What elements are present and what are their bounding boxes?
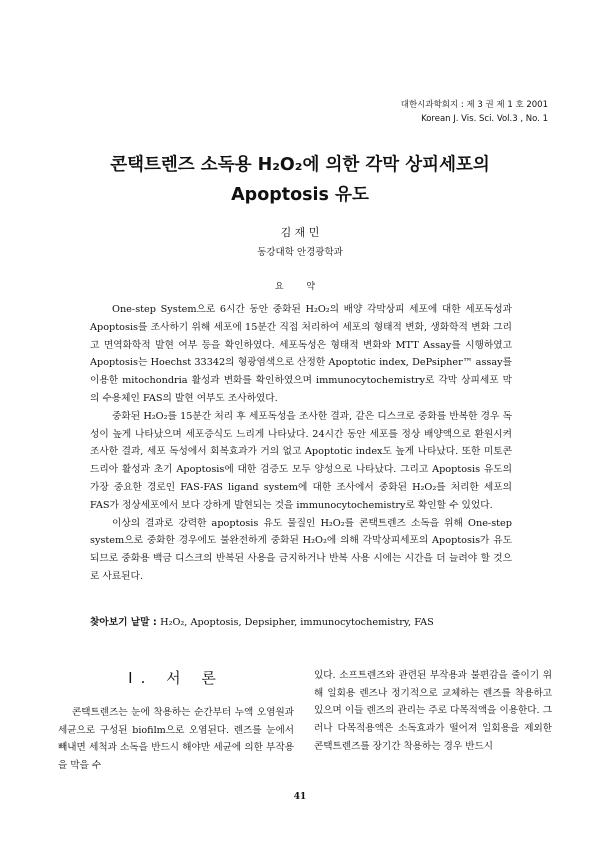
author-name: 김 재 민 (280, 226, 320, 239)
keywords-text: H₂O₂, Apoptosis, Depsipher, immunocytochemistry, FAS (160, 617, 434, 628)
left-column (58, 667, 294, 775)
journal-header (401, 98, 548, 126)
abstract-paragraph: 이상의 결과로 강력한 apoptosis 유도 물질인 H₂O₂를 콘택트렌즈 소독을 위해 One-step system으로 중화한 경우에도 불완전하게 중화된 H₂O₂에 의해 각막상피세포의 Apoptosis가 유도되므로 중화용 백금 디스크의 반복된 사용을 금지하거나 반복 사용 시에는 시간을 더 늘려야 할 것으로 사료된다. (90, 517, 512, 582)
paper-title (0, 150, 600, 210)
title-line-2: Apoptosis 유도 (231, 185, 369, 205)
abstract-paragraph: 중화된 H₂O₂를 15분간 처리 후 세포독성을 조사한 결과, 같은 디스크로 중화를 반복한 경우 독성이 높게 나타났으며 세포증식도 느리게 나타났다. 24시간 동안 세포를 정상 배양액으로 환원시켜 조사한 결과, 세포 독성에서 회복효과가 거의 없고 Apoptotic index도 높게 나타났다. 또한 미토콘드리아 활성과 초기 Apoptosis에 대한 검증도 모두 양성으로 나타났다. 그리고 Apoptosis 유도의 가장 중요한 경로인 FAS-FAS ligand system에 대한 조사에서 중화된 H₂O₂를 처리한 세포의 FAS가 정상세포에서 보다 강하게 발현되는 것을 immunocytochemistry로 확인할 수 있었다. (90, 410, 512, 511)
intro-text-right: 있다. 소프트렌즈와 관련된 부작용과 불편감을 줄이기 위해 일회용 렌즈나 정기적으로 교체하는 렌즈를 착용하고 있으며 이들 렌즈의 관리는 주로 다목적액을 이용한다. 그러나 다목적용액은 소독효과가 떨어져 일회용을 제외한 콘택트렌즈를 장기간 착용하는 경우 반드시 (314, 670, 552, 752)
abstract-body (90, 301, 512, 586)
title-line-1: 콘택트렌즈 소독용 H₂O₂에 의한 각막 상피세포의 (110, 155, 490, 175)
keywords (90, 614, 520, 628)
abstract-heading: 요 약 (274, 282, 326, 292)
author-affiliation: 동강대학 안경광학과 (257, 247, 343, 258)
intro-text-left: 콘택트렌즈는 눈에 착용하는 순간부터 누액 오염원과 세균으로 구성된 biofilm으로 오염된다. 렌즈를 눈에서 빼내면 세척과 소독을 반드시 해야만 세균에 의한 부작용을 막을 수 (58, 707, 294, 772)
page-number: 41 (293, 792, 307, 802)
abstract-paragraph: One-step System으로 6시간 동안 중화된 H₂O₂의 배양 각막상피 세포에 대한 세포독성과 Apoptosis를 조사하기 위해 세포에 15분간 직접 처리하여 세포의 형태적 변화, 생화학적 변화 그리고 면역화학적 발현 여부 등을 확인하였다. 세포독성은 형태적 변화와 MTT Assay를 시행하였고 Apoptosis는 Hoechst 33342의 형광염색으로 산정한 Apoptotic index, DePsipher™ assay를 이용한 mitochondria 활성과 변화를 확인하였으며 immunocytochemistry로 각막 상피세포 막의 수용체인 FAS의 발현 여부도 조사하였다. (90, 304, 512, 404)
journal-english: Korean J. Vis. Sci. Vol.3 , No. 1 (421, 114, 548, 124)
section-title: I. 서 론 (128, 669, 224, 687)
keywords-label: 찾아보기 낱말 : (90, 617, 161, 628)
right-column (314, 667, 552, 756)
journal-korean: 대한시과학회지 : 제 3 권 제 1 호 2001 (400, 100, 548, 110)
